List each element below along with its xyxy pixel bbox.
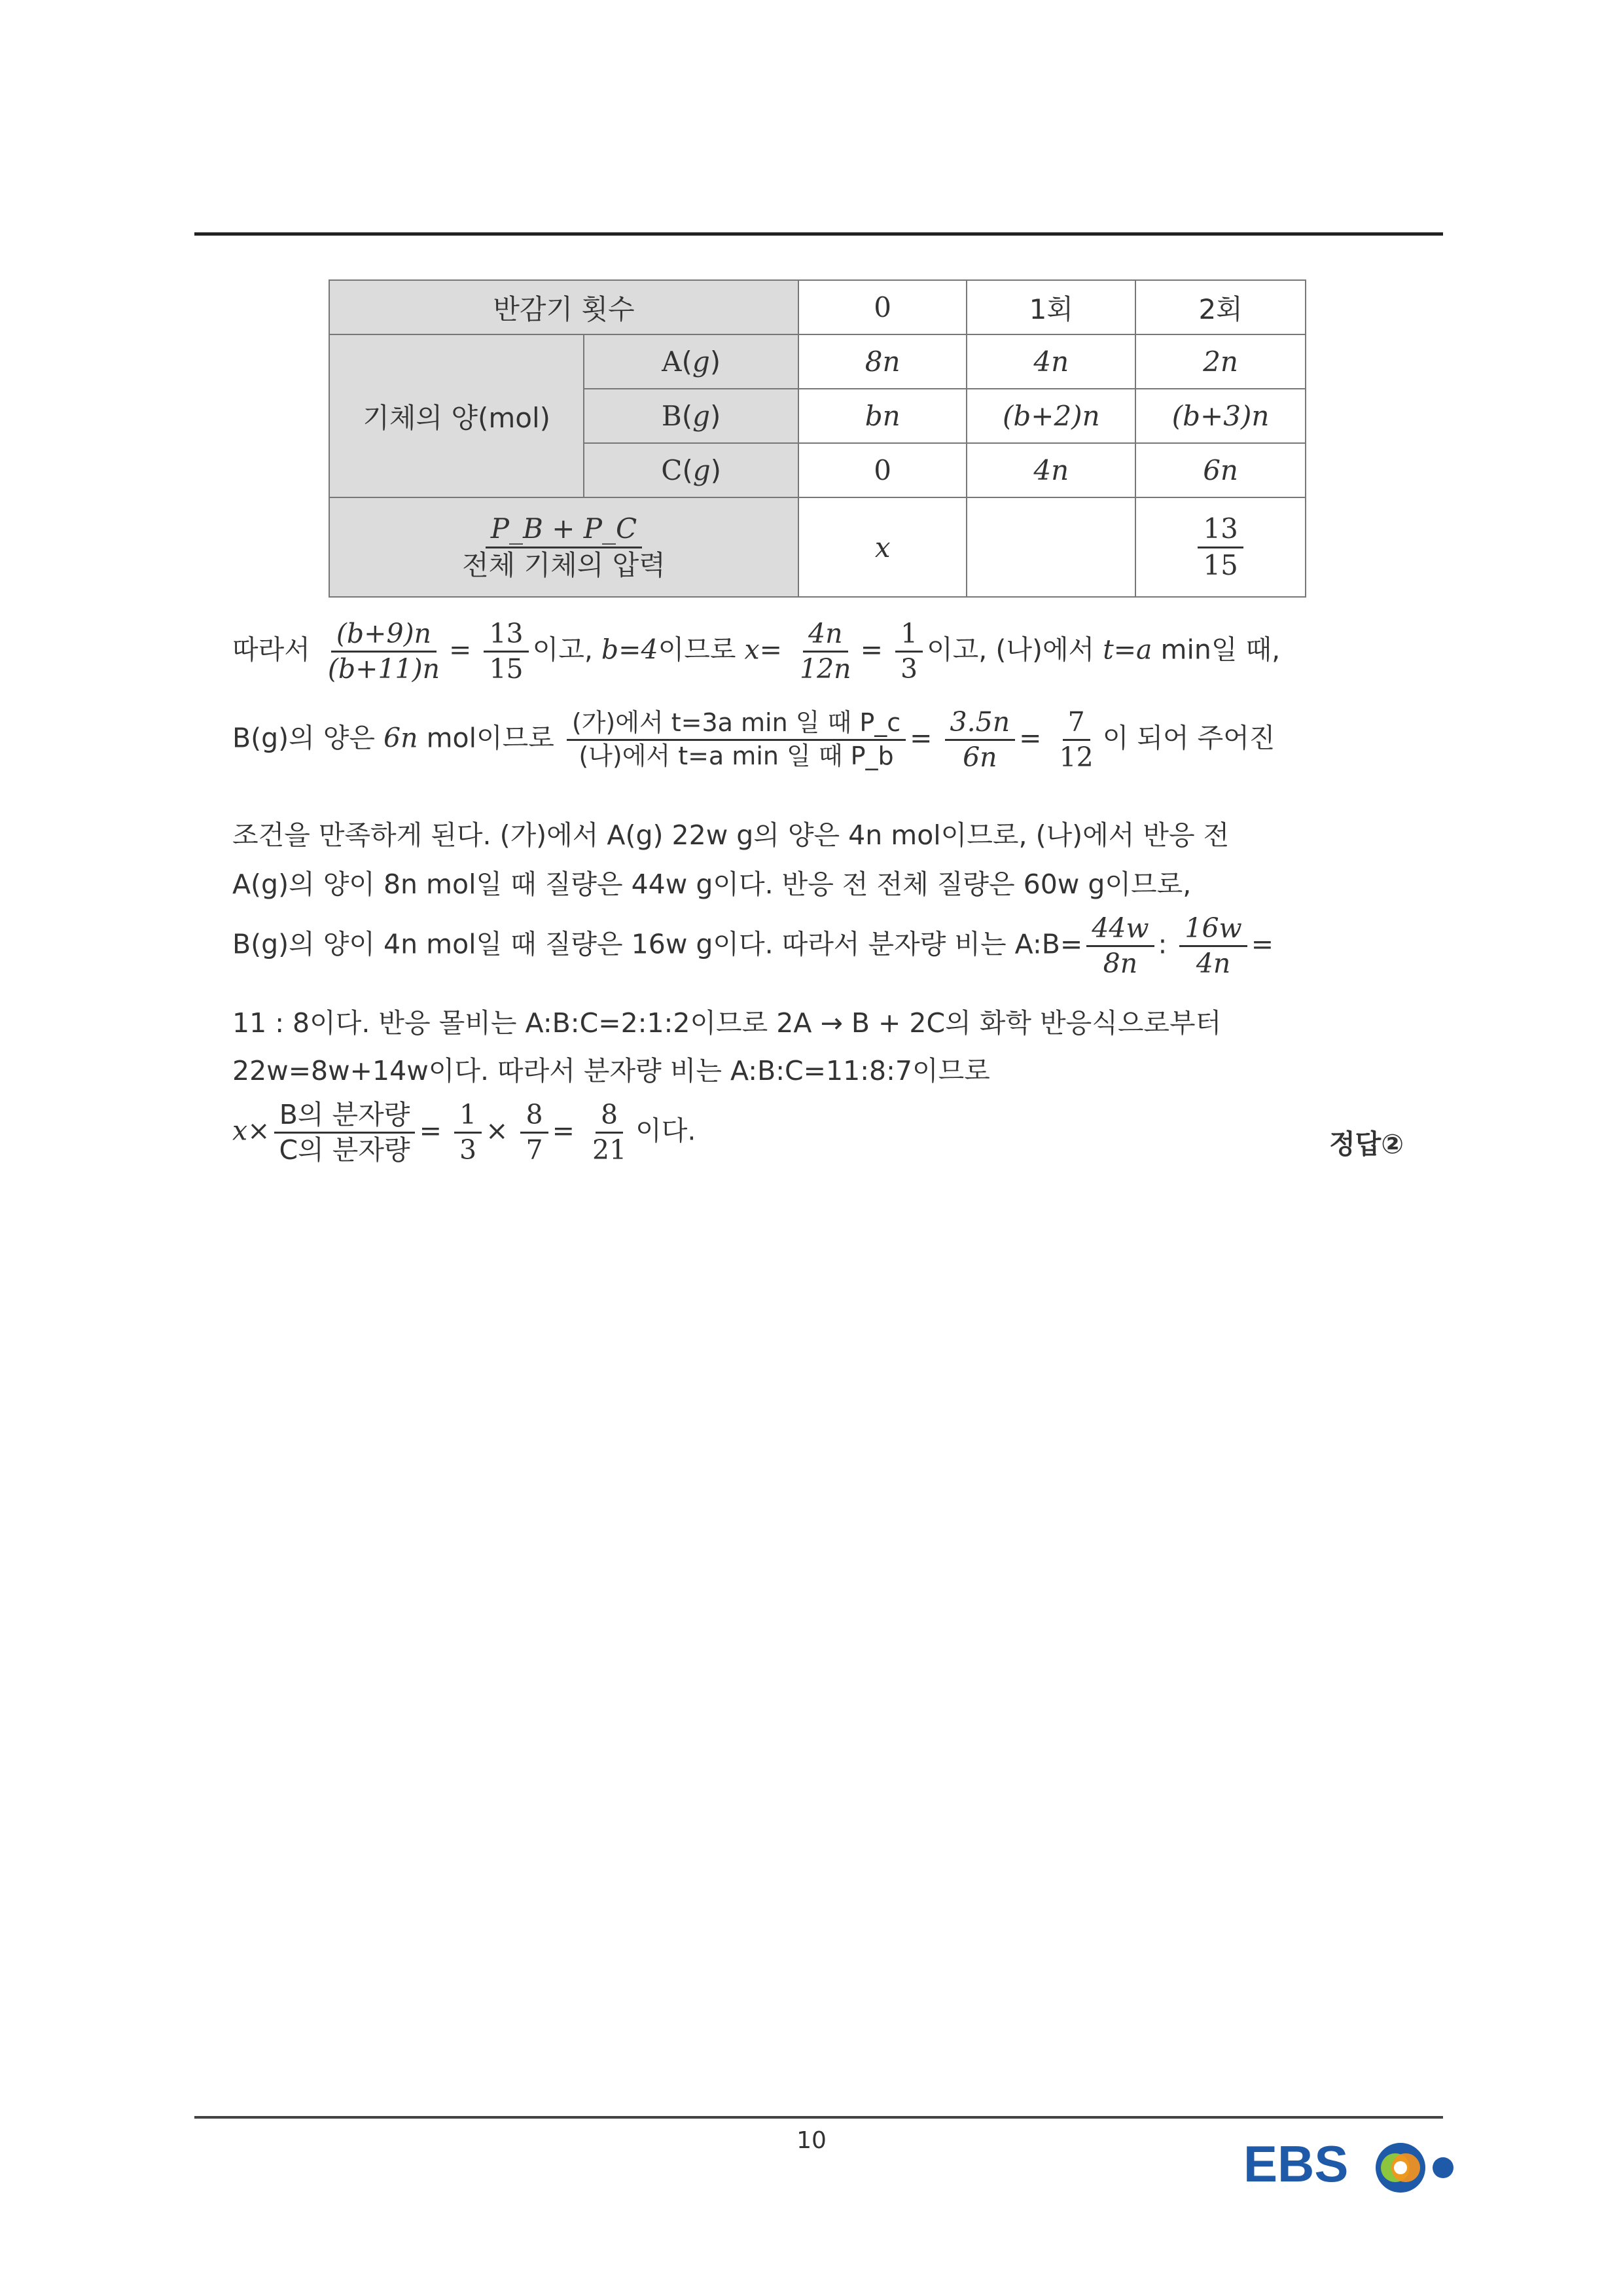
- gas-label-c: C(g): [584, 443, 798, 497]
- ebs-logo-text: EBS: [1243, 2135, 1349, 2193]
- ratio-cell-0: x: [798, 497, 967, 597]
- solution-line-4: A(g)의 양이 8n mol일 때 질량은 44w g이다. 반응 전 전체 질량은 60w g이므로,: [232, 869, 1192, 900]
- table-row: [329, 334, 1306, 389]
- solution-line-3: 조건을 만족하게 된다. (가)에서 A(g) 22w g의 양은 4n mol이므로, (나)에서 반응 전: [232, 819, 1230, 851]
- solution-line-6: 11 : 8이다. 반응 몰비는 A:B:C=2:1:2이므로 2A → B + 2C의 화학 반응식으로부터: [232, 1007, 1222, 1039]
- ratio-cell-1: [967, 497, 1135, 597]
- answer-label: 정답②: [1329, 1128, 1404, 1160]
- table-header-row: [329, 280, 1306, 334]
- half-life-table: [329, 279, 1306, 598]
- cell-a-2: 2n: [1135, 334, 1306, 389]
- cell-a-1: 4n: [967, 334, 1135, 389]
- ebs-logo: [1243, 2130, 1459, 2199]
- cell-c-2: 6n: [1135, 443, 1306, 497]
- solution-line-5: B(g)의 양이 4n mol일 때 질량은 16w g이다. 따라서 분자량 비는 A:B= $\frac{44w}{8n}$ : $\frac{16w}{4n}$ =: [232, 912, 1274, 980]
- ratio-2-num: 13: [1198, 513, 1243, 548]
- header-label: 반감기 횟수: [329, 280, 798, 334]
- ratio-denominator: 전체 기체의 압력: [462, 548, 666, 581]
- solution-line-8: x× $\frac{\text{B의 분자량}}{\text{C의 분자량}}$ = $\frac{1}{3}$ × $\frac{8}{7}$ = $\frac{8}{21}$ 이다.: [232, 1099, 696, 1166]
- gas-label-b: B(g): [584, 389, 798, 443]
- bottom-rule: [194, 2116, 1443, 2119]
- ratio-cell-2: [1135, 497, 1306, 597]
- cell-c-0: 0: [798, 443, 967, 497]
- cell-b-0: bn: [798, 389, 967, 443]
- solution-line-1: 따라서 $\frac{(b+9)n}{(b+11)n}$ = $\frac{13}{15}$ 이고, b=4이므로 x= $\frac{4n}{12n}$ = $\frac{1}{3}$ 이고, (나)에서 t=a min일 때,: [232, 618, 1281, 685]
- header-c1: 1회: [967, 280, 1135, 334]
- ratio-numerator: P_B + P_C: [486, 513, 642, 548]
- cell-c-1: 4n: [967, 443, 1135, 497]
- cell-b-1: (b+2)n: [967, 389, 1135, 443]
- header-c0: 0: [798, 280, 967, 334]
- page-number: 10: [796, 2127, 827, 2154]
- gas-label-a: A(g): [584, 334, 798, 389]
- solution-line-7: 22w=8w+14w이다. 따라서 분자량 비는 A:B:C=11:8:7이므로: [232, 1055, 990, 1086]
- header-c2: 2회: [1135, 280, 1306, 334]
- pressure-ratio-label: [329, 497, 798, 597]
- ratio-2-den: 15: [1203, 548, 1238, 581]
- solution-line-2: B(g)의 양은 6n mol이므로 $\frac{\text{(가)에서 t=3a min 일 때 P\_c}}{\text{(나)에서 t=a min 일 때 P\_b}}$ = $\frac{3.5n}{6n}$ = $\frac{7}{12}$ 이 되어 주어진: [232, 706, 1275, 774]
- top-rule: [194, 232, 1443, 236]
- cell-b-2: (b+3)n: [1135, 389, 1306, 443]
- cell-a-0: 8n: [798, 334, 967, 389]
- table-row: [329, 497, 1306, 597]
- gas-amount-label: 기체의 양(mol): [329, 334, 584, 497]
